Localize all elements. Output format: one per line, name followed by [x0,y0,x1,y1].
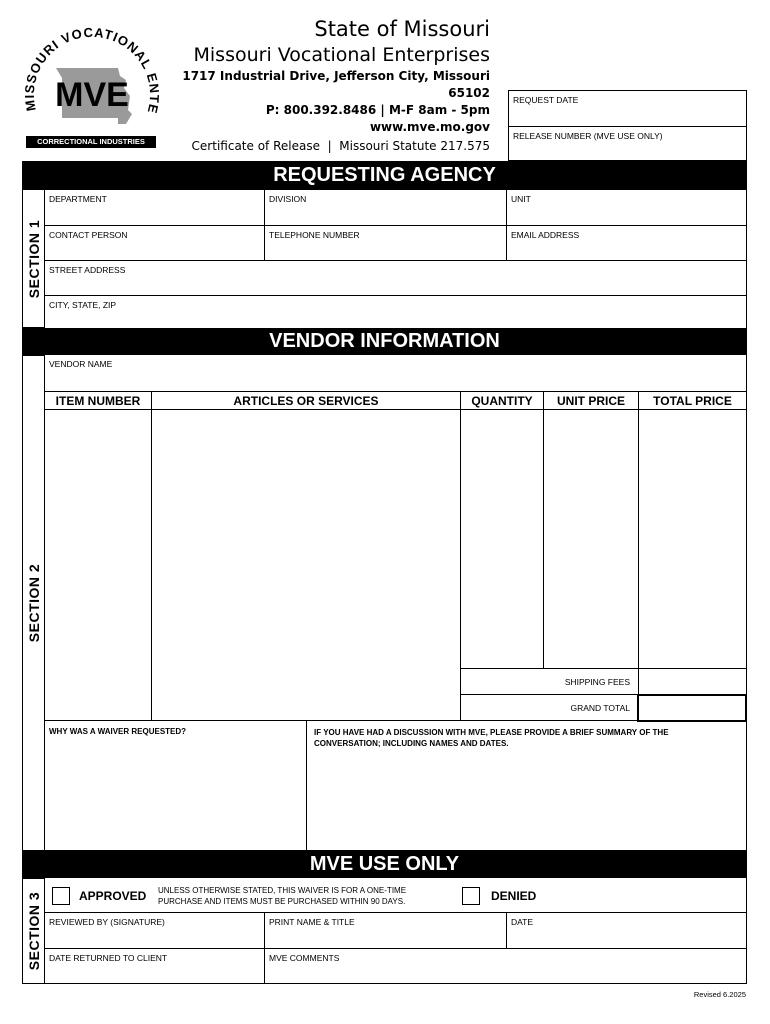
requesting-agency-bar [22,161,747,189]
release-number-field[interactable] [508,126,747,161]
request-date-label: REQUEST DATE [513,95,579,105]
approved-label: APPROVED [79,889,147,903]
section-2-label: SECTION 2 [22,355,45,851]
item-number-header: ITEM NUMBER [45,392,151,410]
org-title: Missouri Vocational Enterprises [193,44,490,66]
shipping-fees-label-cell [461,669,639,695]
col-item-number[interactable] [45,392,152,721]
logo-banner [26,136,156,148]
col-quantity[interactable] [461,392,544,669]
date-returned-field[interactable]: DATE RETURNED TO CLIENT [45,949,265,984]
denied-label: DENIED [491,889,537,903]
revised-note: Revised 6.2025 [693,990,746,999]
division-field[interactable]: DIVISION [265,190,507,226]
logo-graphic [22,14,162,154]
articles-header: ARTICLES OR SERVICES [152,392,460,410]
logo-ring-text: MISSOURI VOCATIONAL ENTE [22,24,162,116]
denied-checkbox[interactable] [462,887,480,905]
release-number-label: RELEASE NUMBER (MVE USE ONLY) [513,131,663,141]
section-1-label: SECTION 1 [22,189,45,328]
email-field[interactable]: EMAIL ADDRESS [507,226,746,261]
unit-price-header: UNIT PRICE [544,392,638,410]
telephone-field[interactable]: TELEPHONE NUMBER [265,226,507,261]
col-unit-price[interactable] [544,392,639,669]
mve-logo [22,14,162,154]
print-name-field[interactable]: PRINT NAME & TITLE [265,913,507,949]
vendor-information-title: VENDOR INFORMATION [269,330,500,352]
approval-row [45,878,746,913]
quantity-header: QUANTITY [461,392,543,410]
contact-person-field[interactable]: CONTACT PERSON [45,226,265,261]
approved-checkbox[interactable] [52,887,70,905]
org-contact: P: 800.392.8486 | M-F 8am - 5pm [265,103,490,117]
shipping-fees-label: SHIPPING FEES [564,677,630,687]
section-3-grid [45,878,747,984]
section-1-grid [45,189,747,328]
mve-comments-field[interactable]: MVE COMMENTS [265,949,746,984]
reviewed-by-field[interactable]: REVIEWED BY (SIGNATURE) [45,913,265,949]
certificate-line: Certificate of Release | Missouri Statute 217.575 [191,139,490,153]
review-date-field[interactable]: DATE [507,913,746,949]
items-table [45,392,746,721]
grand-total-label-cell [461,695,639,721]
org-address: 1717 Industrial Drive, Jefferson City, Missouri 65102 [182,69,490,100]
org-website: www.mve.mo.gov [369,120,490,134]
city-state-zip-field[interactable]: CITY, STATE, ZIP [45,296,746,329]
mve-use-only-bar [22,851,747,878]
unit-field[interactable]: UNIT [507,190,746,226]
section-3-label: SECTION 3 [22,878,45,984]
grand-total-label: GRAND TOTAL [570,703,630,713]
street-address-field[interactable]: STREET ADDRESS [45,261,746,296]
col-total-price[interactable] [639,392,746,669]
logo-badge: MVE [55,76,129,114]
discussion-prompt: IF YOU HAVE HAD A DISCUSSION WITH MVE, PLEASE PROVIDE A BRIEF SUMMARY OF THE CONVERSATION; INCLUDING NAMES AND DATES. [314,728,669,748]
department-field[interactable]: DEPARTMENT [45,190,265,226]
state-title: State of Missouri [314,17,490,41]
total-price-header: TOTAL PRICE [639,392,746,410]
mve-use-only-title: MVE USE ONLY [309,853,460,875]
approval-note: UNLESS OTHERWISE STATED, THIS WAIVER IS FOR A ONE-TIME PURCHASE AND ITEMS MUST BE PURCHASED WITHIN 90 DAYS. [158,886,407,906]
grand-total-field[interactable] [637,694,747,722]
logo-banner-text: CORRECTIONAL INDUSTRIES [37,137,145,146]
request-date-field[interactable] [508,90,747,127]
vendor-name-field[interactable]: VENDOR NAME [45,355,746,392]
waiver-reason-field[interactable]: WHY WAS A WAIVER REQUESTED? [45,721,307,851]
discussion-summary-field[interactable] [307,721,746,851]
header-block [160,16,490,156]
section-2-grid [45,355,747,851]
vendor-information-bar [22,328,747,355]
requesting-agency-title: REQUESTING AGENCY [273,164,496,186]
shipping-fees-field[interactable] [639,669,746,695]
col-articles[interactable] [152,392,461,721]
